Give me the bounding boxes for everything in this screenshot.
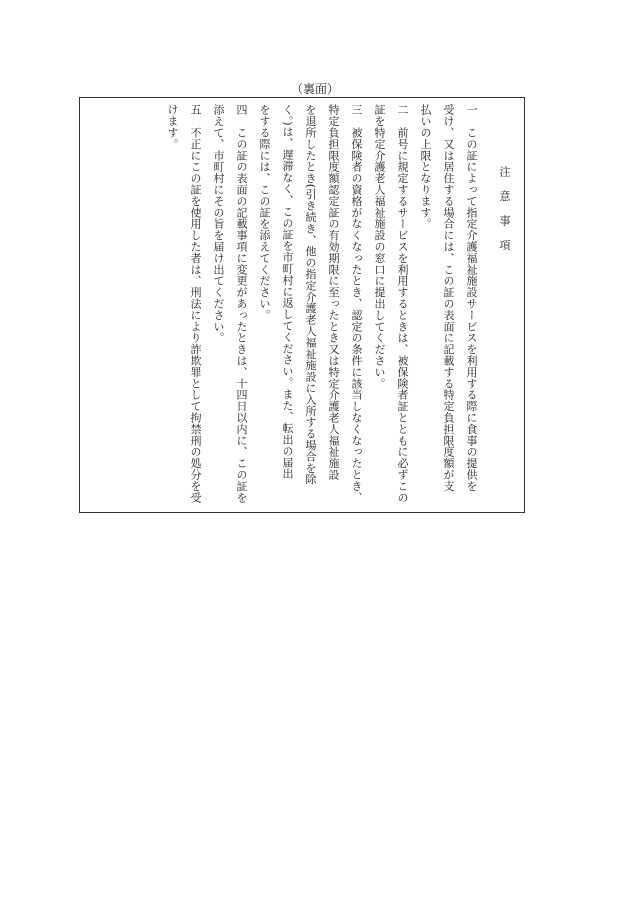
notice-item-1 bbox=[414, 104, 483, 504]
item-line: この証の表面の記載事項に変更があったときは、十四日以内に、この証を bbox=[235, 115, 248, 504]
item-line: を退所したとき(引き続き、他の指定介護老人福祉施設に入所する場合を除 bbox=[304, 104, 317, 485]
item-line: この証によって指定介護福祉施設サービスを利用する際に食事の提供を bbox=[465, 115, 478, 492]
item-line: 受け、又は居住する場合には、この証の表面に記載する特定負担限度額が支 bbox=[442, 104, 455, 492]
item-line: けます。 bbox=[166, 104, 179, 150]
item-line: 不正にこの証を使用した者は、刑法により詐欺罪として拘禁刑の処分を受 bbox=[189, 115, 202, 504]
notice-item-2 bbox=[368, 104, 414, 504]
item-line: をする際には、この証を添えてください。 bbox=[258, 104, 271, 321]
item-number: 五 bbox=[189, 104, 202, 116]
item-line: 被保険者の資格がなくなったとき、認定の条件に該当しなくなったとき、 bbox=[350, 115, 363, 504]
notice-text bbox=[161, 104, 516, 504]
item-number: 三 bbox=[350, 104, 363, 116]
item-line: 添えて、市町村にその旨を届け出てください。 bbox=[212, 104, 225, 344]
item-number: 四 bbox=[235, 104, 248, 116]
item-number: 二 bbox=[396, 104, 409, 116]
item-line: 証を特定介護老人福祉施設の窓口に提出してください。 bbox=[373, 104, 386, 389]
notice-item-3 bbox=[253, 104, 368, 504]
notice-title: 注 意 事 項 bbox=[498, 166, 511, 256]
item-line: 払いの上限となります。 bbox=[419, 104, 432, 230]
item-line: く。)は、遅滞なく、この証を市町村に返してください。また、転出の届出 bbox=[281, 104, 294, 480]
item-number: 一 bbox=[465, 104, 478, 116]
notice-item-5 bbox=[161, 104, 207, 504]
item-line: 前号に規定するサービスを利用するときは、被保険者証とともに必ずこの bbox=[396, 115, 409, 504]
item-line: 特定負担限度額認定証の有効期限に至ったとき又は特定介護老人福祉施設 bbox=[327, 104, 340, 481]
notice-item-4 bbox=[207, 104, 253, 504]
notice-box bbox=[79, 97, 525, 513]
page-label: （裏面） bbox=[290, 82, 339, 96]
